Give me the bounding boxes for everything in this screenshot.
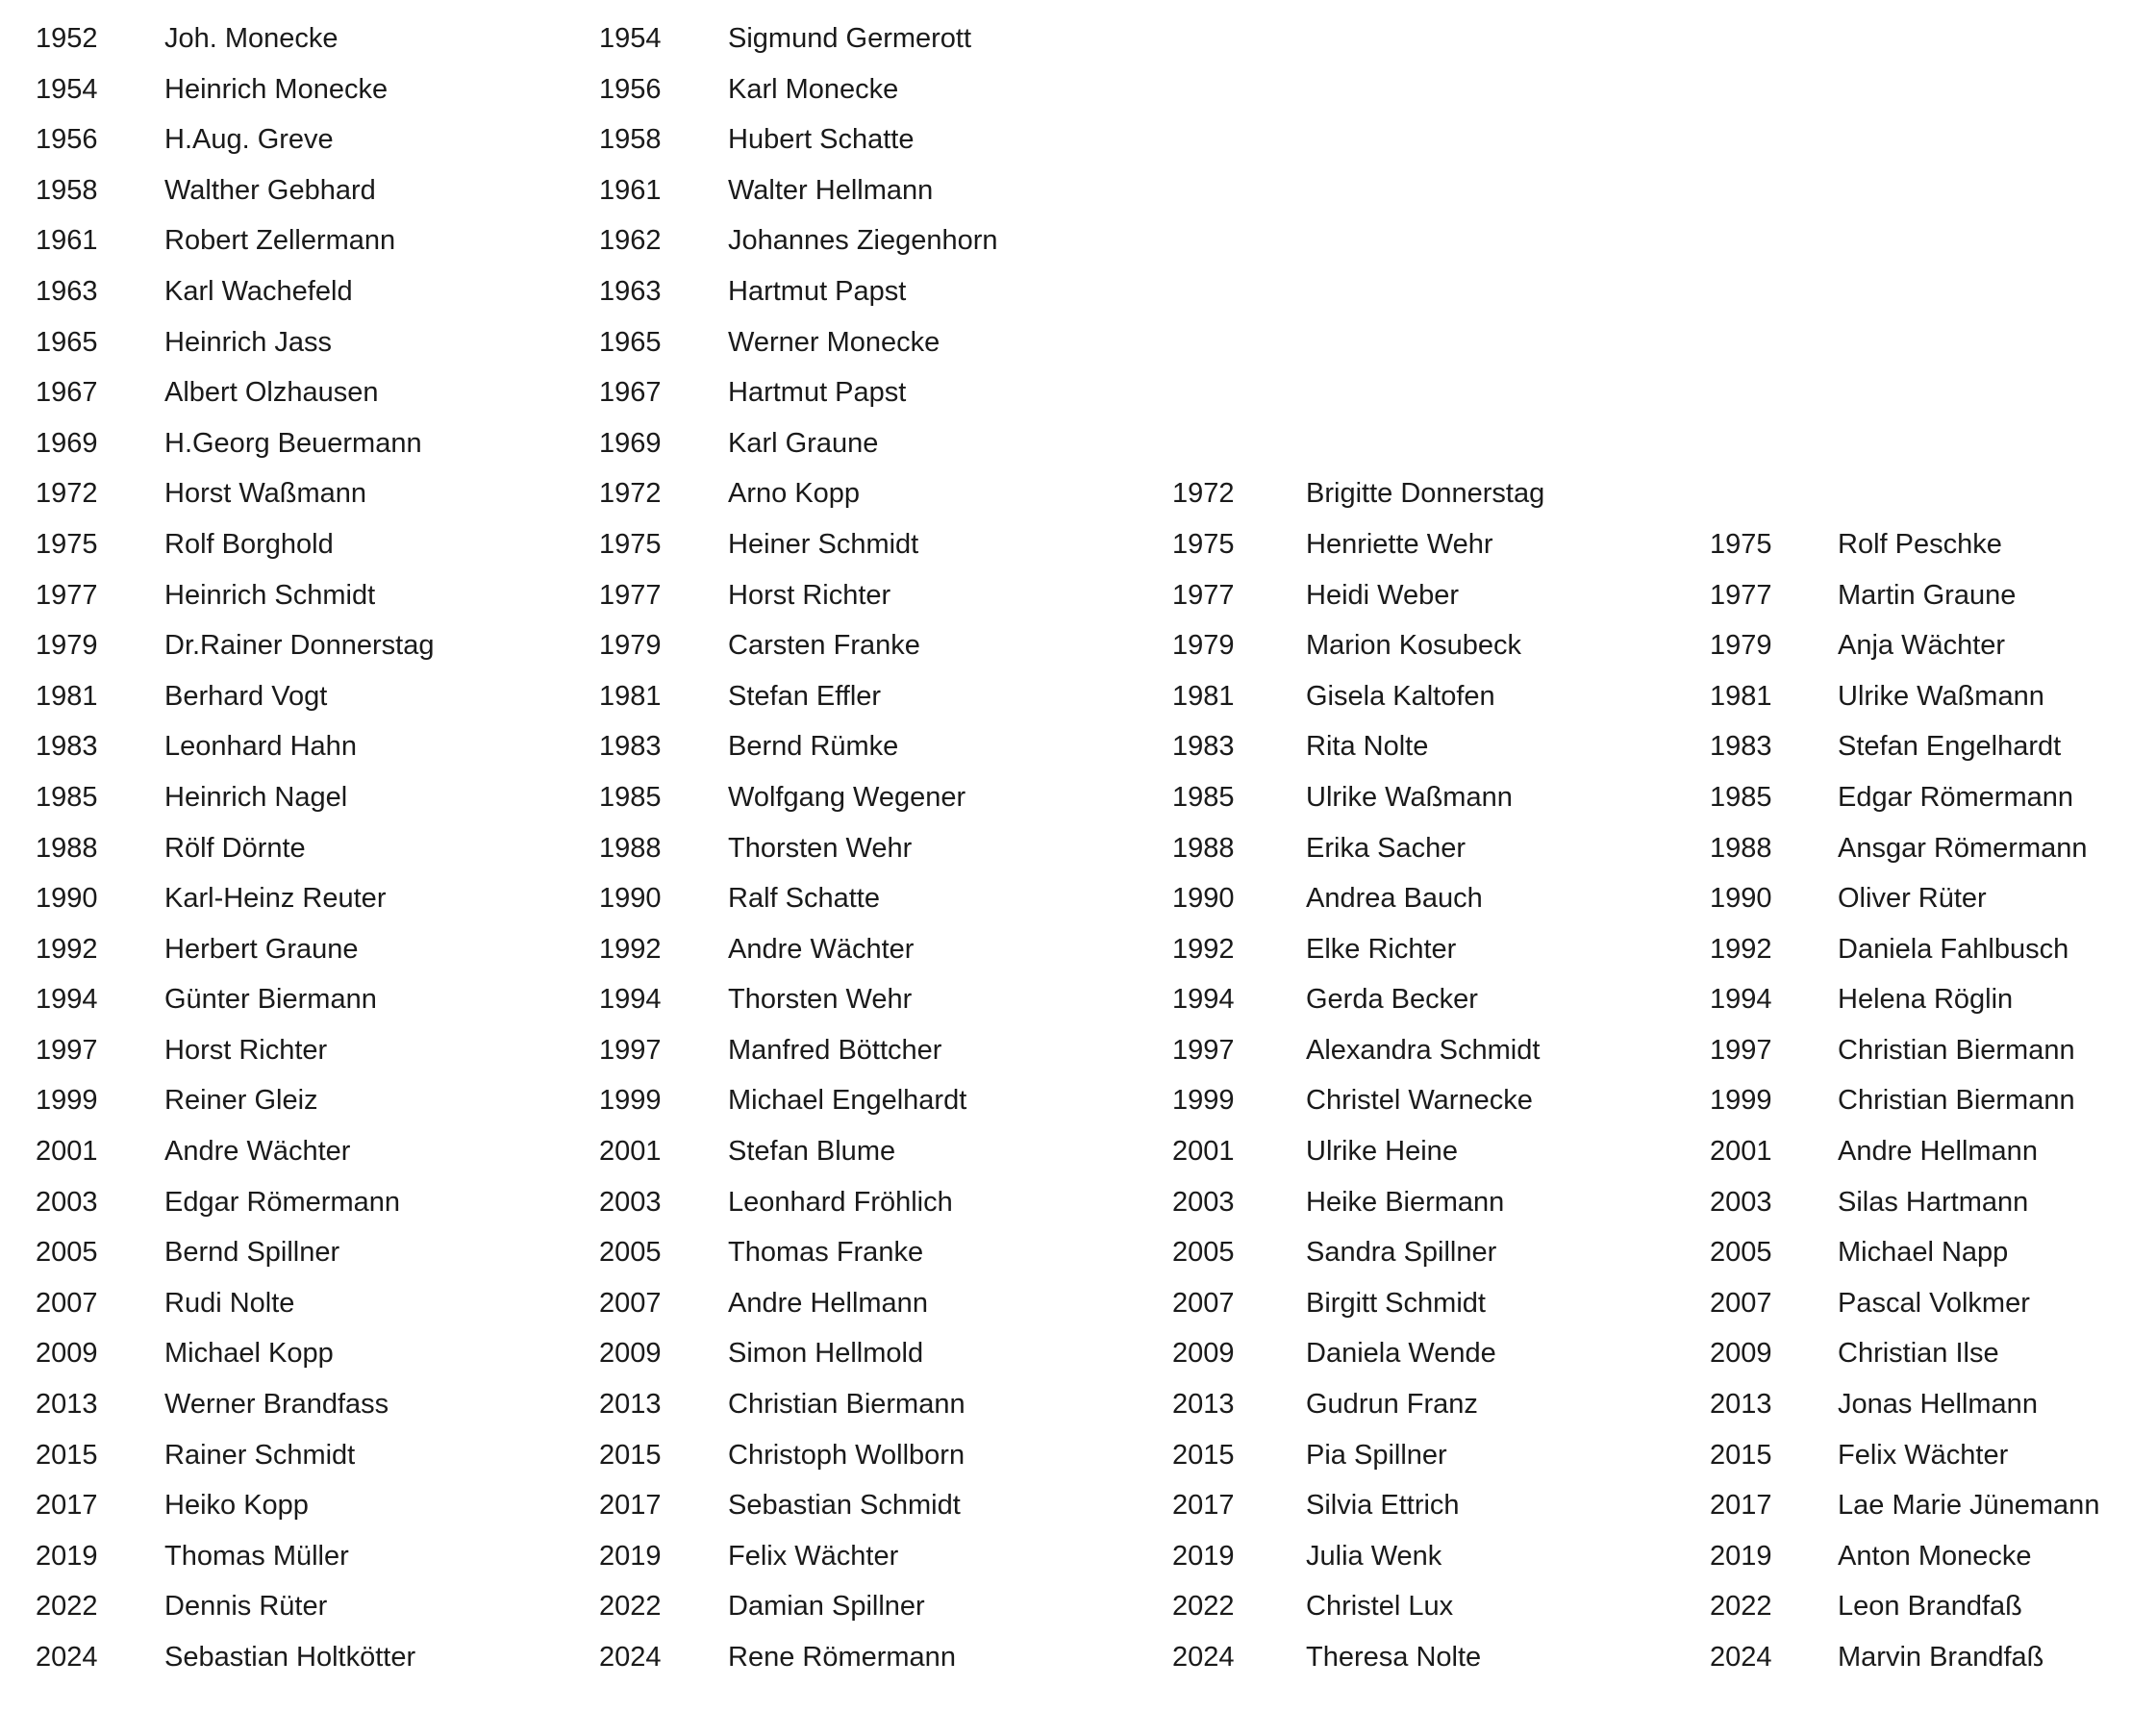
name-cell: Werner Monecke <box>728 326 940 358</box>
name-cell: Brigitte Donnerstag <box>1306 478 1545 510</box>
year-cell: 1977 <box>1172 579 1235 611</box>
name-cell: H.Georg Beuermann <box>164 427 422 459</box>
name-cell: Damian Spillner <box>728 1591 925 1623</box>
name-cell: Horst Richter <box>728 579 891 611</box>
name-cell: Helena Röglin <box>1838 984 2014 1016</box>
year-cell: 2009 <box>1172 1338 1235 1370</box>
name-cell: Felix Wächter <box>728 1540 899 1572</box>
year-cell: 2009 <box>1710 1338 1772 1370</box>
name-cell: Marvin Brandfaß <box>1838 1642 2044 1673</box>
name-cell: Gudrun Franz <box>1306 1389 1478 1421</box>
name-cell: Gerda Becker <box>1306 984 1478 1016</box>
year-cell: 1997 <box>36 1034 98 1066</box>
year-cell: 2007 <box>1710 1287 1772 1319</box>
name-cell: Thomas Franke <box>728 1237 924 1269</box>
year-cell: 2009 <box>599 1338 662 1370</box>
name-cell: Stefan Blume <box>728 1136 896 1168</box>
name-cell: Carsten Franke <box>728 630 920 662</box>
year-cell: 1961 <box>36 225 98 257</box>
year-cell: 1992 <box>36 933 98 965</box>
name-cell: Herbert Graune <box>164 933 359 965</box>
name-cell: Pia Spillner <box>1306 1439 1447 1471</box>
year-cell: 1952 <box>36 23 98 54</box>
year-cell: 2003 <box>1710 1186 1772 1218</box>
name-cell: Marion Kosubeck <box>1306 630 1522 662</box>
name-cell: Johannes Ziegenhorn <box>728 225 998 257</box>
name-cell: Joh. Monecke <box>164 23 338 54</box>
name-cell: Karl-Heinz Reuter <box>164 883 387 915</box>
year-cell: 2022 <box>599 1591 662 1623</box>
year-cell: 1983 <box>36 731 98 763</box>
year-cell: 2019 <box>36 1540 98 1572</box>
name-cell: Ulrike Waßmann <box>1306 781 1513 813</box>
year-cell: 2019 <box>1710 1540 1772 1572</box>
year-cell: 2013 <box>599 1389 662 1421</box>
name-cell: Christel Lux <box>1306 1591 1454 1623</box>
name-cell: Andre Wächter <box>164 1136 351 1168</box>
year-cell: 1969 <box>36 427 98 459</box>
year-cell: 1969 <box>599 427 662 459</box>
year-cell: 1962 <box>599 225 662 257</box>
year-cell: 2017 <box>1710 1490 1772 1522</box>
name-cell: Elke Richter <box>1306 933 1457 965</box>
name-cell: Christian Biermann <box>1838 1085 2075 1117</box>
year-cell: 1994 <box>599 984 662 1016</box>
year-cell: 1988 <box>1710 832 1772 864</box>
year-cell: 1992 <box>1172 933 1235 965</box>
year-cell: 2019 <box>599 1540 662 1572</box>
year-cell: 1977 <box>1710 579 1772 611</box>
year-cell: 1975 <box>1710 528 1772 560</box>
name-cell: Julia Wenk <box>1306 1540 1442 1572</box>
year-cell: 2024 <box>36 1642 98 1673</box>
year-cell: 1992 <box>1710 933 1772 965</box>
year-cell: 1981 <box>36 680 98 712</box>
name-cell: Erika Sacher <box>1306 832 1467 864</box>
name-cell: Christel Warnecke <box>1306 1085 1533 1117</box>
year-cell: 1967 <box>36 377 98 409</box>
name-cell: Wolfgang Wegener <box>728 781 966 813</box>
name-cell: Daniela Fahlbusch <box>1838 933 2069 965</box>
name-cell: Walther Gebhard <box>164 174 376 206</box>
year-cell: 2017 <box>1172 1490 1235 1522</box>
year-cell: 2015 <box>599 1439 662 1471</box>
name-cell: Ulrike Heine <box>1306 1136 1458 1168</box>
year-cell: 1990 <box>36 883 98 915</box>
name-cell: Michael Kopp <box>164 1338 334 1370</box>
name-cell: Heidi Weber <box>1306 579 1460 611</box>
year-cell: 1997 <box>599 1034 662 1066</box>
year-cell: 1961 <box>599 174 662 206</box>
name-cell: Sebastian Schmidt <box>728 1490 961 1522</box>
name-cell: Horst Waßmann <box>164 478 367 510</box>
year-cell: 1954 <box>599 23 662 54</box>
year-cell: 1956 <box>599 73 662 105</box>
name-cell: Rita Nolte <box>1306 731 1429 763</box>
year-cell: 1981 <box>599 680 662 712</box>
name-cell: Thorsten Wehr <box>728 832 913 864</box>
year-cell: 1977 <box>36 579 98 611</box>
year-cell: 1997 <box>1710 1034 1772 1066</box>
year-cell: 2005 <box>36 1237 98 1269</box>
year-cell: 1990 <box>1710 883 1772 915</box>
year-cell: 1981 <box>1172 680 1235 712</box>
name-cell: Simon Hellmold <box>728 1338 924 1370</box>
name-cell: Rölf Dörnte <box>164 832 306 864</box>
year-cell: 1985 <box>36 781 98 813</box>
name-cell: Rene Römermann <box>728 1642 956 1673</box>
name-cell: Pascal Volkmer <box>1838 1287 2030 1319</box>
year-cell: 1958 <box>599 124 662 156</box>
name-cell: Anton Monecke <box>1838 1540 2032 1572</box>
year-cell: 1965 <box>599 326 662 358</box>
year-cell: 2024 <box>599 1642 662 1673</box>
year-cell: 2022 <box>1710 1591 1772 1623</box>
name-cell: Andre Hellmann <box>1838 1136 2038 1168</box>
year-cell: 2009 <box>36 1338 98 1370</box>
year-cell: 2017 <box>599 1490 662 1522</box>
year-cell: 1972 <box>599 478 662 510</box>
name-cell: Karl Graune <box>728 427 879 459</box>
name-cell: Martin Graune <box>1838 579 2017 611</box>
year-cell: 2007 <box>599 1287 662 1319</box>
name-cell: Walter Hellmann <box>728 174 934 206</box>
name-cell: Christian Ilse <box>1838 1338 1999 1370</box>
year-cell: 1977 <box>599 579 662 611</box>
name-cell: Bernd Rümke <box>728 731 899 763</box>
name-cell: Karl Wachefeld <box>164 275 353 307</box>
name-cell: Christian Biermann <box>728 1389 965 1421</box>
year-cell: 1963 <box>36 275 98 307</box>
name-cell: Alexandra Schmidt <box>1306 1034 1541 1066</box>
name-cell: Dennis Rüter <box>164 1591 328 1623</box>
year-cell: 1979 <box>599 630 662 662</box>
name-cell: Ulrike Waßmann <box>1838 680 2044 712</box>
name-cell: Heike Biermann <box>1306 1186 1505 1218</box>
year-cell: 1990 <box>1172 883 1235 915</box>
year-cell: 1963 <box>599 275 662 307</box>
year-cell: 2001 <box>1710 1136 1772 1168</box>
year-cell: 2013 <box>1710 1389 1772 1421</box>
year-cell: 1979 <box>1710 630 1772 662</box>
name-cell: Oliver Rüter <box>1838 883 1987 915</box>
year-cell: 1958 <box>36 174 98 206</box>
name-cell: Horst Richter <box>164 1034 328 1066</box>
year-cell: 1990 <box>599 883 662 915</box>
year-cell: 2017 <box>36 1490 98 1522</box>
name-cell: Sebastian Holtkötter <box>164 1642 416 1673</box>
year-cell: 2001 <box>1172 1136 1235 1168</box>
name-cell: Heinrich Jass <box>164 326 333 358</box>
year-cell: 1999 <box>1172 1085 1235 1117</box>
year-cell: 1985 <box>1172 781 1235 813</box>
year-cell: 1999 <box>36 1085 98 1117</box>
name-cell: Jonas Hellmann <box>1838 1389 2038 1421</box>
year-cell: 1999 <box>599 1085 662 1117</box>
name-cell: Felix Wächter <box>1838 1439 2009 1471</box>
year-cell: 1997 <box>1172 1034 1235 1066</box>
name-cell: Michael Napp <box>1838 1237 2009 1269</box>
name-cell: Thomas Müller <box>164 1540 349 1572</box>
year-cell: 2015 <box>36 1439 98 1471</box>
name-cell: Edgar Römermann <box>164 1186 400 1218</box>
name-cell: Bernd Spillner <box>164 1237 340 1269</box>
year-cell: 1992 <box>599 933 662 965</box>
name-cell: Silas Hartmann <box>1838 1186 2029 1218</box>
year-cell: 1988 <box>599 832 662 864</box>
name-cell: Ralf Schatte <box>728 883 880 915</box>
name-cell: Leonhard Hahn <box>164 731 357 763</box>
name-cell: Hartmut Papst <box>728 377 907 409</box>
year-cell: 2024 <box>1172 1642 1235 1673</box>
year-cell: 2007 <box>1172 1287 1235 1319</box>
year-cell: 2024 <box>1710 1642 1772 1673</box>
name-cell: Theresa Nolte <box>1306 1642 1482 1673</box>
year-cell: 2003 <box>36 1186 98 1218</box>
year-cell: 2003 <box>599 1186 662 1218</box>
name-cell: Rudi Nolte <box>164 1287 295 1319</box>
year-cell: 1983 <box>1710 731 1772 763</box>
year-cell: 2005 <box>1172 1237 1235 1269</box>
year-cell: 1979 <box>1172 630 1235 662</box>
year-cell: 1972 <box>36 478 98 510</box>
year-cell: 1999 <box>1710 1085 1772 1117</box>
name-cell: Reiner Gleiz <box>164 1085 318 1117</box>
year-cell: 1983 <box>599 731 662 763</box>
name-cell: Silvia Ettrich <box>1306 1490 1460 1522</box>
name-cell: Arno Kopp <box>728 478 861 510</box>
year-cell: 2022 <box>1172 1591 1235 1623</box>
year-cell: 2013 <box>36 1389 98 1421</box>
name-cell: Rainer Schmidt <box>164 1439 356 1471</box>
name-cell: Michael Engelhardt <box>728 1085 967 1117</box>
year-cell: 1975 <box>36 528 98 560</box>
year-cell: 1983 <box>1172 731 1235 763</box>
year-cell: 1985 <box>599 781 662 813</box>
year-cell: 1975 <box>599 528 662 560</box>
name-cell: Ansgar Römermann <box>1838 832 2088 864</box>
year-cell: 1994 <box>1172 984 1235 1016</box>
name-cell: Henriette Wehr <box>1306 528 1493 560</box>
name-cell: Lae Marie Jünemann <box>1838 1490 2100 1522</box>
name-cell: Rolf Borghold <box>164 528 334 560</box>
name-cell: Thorsten Wehr <box>728 984 913 1016</box>
year-cell: 1994 <box>1710 984 1772 1016</box>
year-cell: 2015 <box>1172 1439 1235 1471</box>
name-cell: Manfred Böttcher <box>728 1034 942 1066</box>
name-cell: Robert Zellermann <box>164 225 396 257</box>
name-cell: Birgitt Schmidt <box>1306 1287 1486 1319</box>
name-cell: Daniela Wende <box>1306 1338 1496 1370</box>
year-cell: 2005 <box>1710 1237 1772 1269</box>
name-cell: Heiner Schmidt <box>728 528 919 560</box>
name-cell: Dr.Rainer Donnerstag <box>164 630 435 662</box>
name-cell: Sigmund Germerott <box>728 23 972 54</box>
name-cell: Werner Brandfass <box>164 1389 389 1421</box>
name-cell: Andre Wächter <box>728 933 915 965</box>
year-cell: 1967 <box>599 377 662 409</box>
year-cell: 2015 <box>1710 1439 1772 1471</box>
year-cell: 1979 <box>36 630 98 662</box>
name-cell: Heinrich Nagel <box>164 781 348 813</box>
name-cell: Andre Hellmann <box>728 1287 928 1319</box>
year-cell: 1988 <box>1172 832 1235 864</box>
year-cell: 1965 <box>36 326 98 358</box>
year-cell: 2013 <box>1172 1389 1235 1421</box>
year-cell: 1985 <box>1710 781 1772 813</box>
year-cell: 2005 <box>599 1237 662 1269</box>
year-cell: 2001 <box>36 1136 98 1168</box>
name-cell: Heiko Kopp <box>164 1490 309 1522</box>
name-cell: Albert Olzhausen <box>164 377 379 409</box>
name-cell: Stefan Effler <box>728 680 882 712</box>
name-cell: Hubert Schatte <box>728 124 915 156</box>
year-cell: 1988 <box>36 832 98 864</box>
year-cell: 1972 <box>1172 478 1235 510</box>
year-cell: 1954 <box>36 73 98 105</box>
year-cell: 2001 <box>599 1136 662 1168</box>
name-cell: Andrea Bauch <box>1306 883 1483 915</box>
name-cell: Heinrich Schmidt <box>164 579 376 611</box>
name-cell: Gisela Kaltofen <box>1306 680 1495 712</box>
year-cell: 2007 <box>36 1287 98 1319</box>
name-cell: Leonhard Fröhlich <box>728 1186 953 1218</box>
name-cell: Edgar Römermann <box>1838 781 2073 813</box>
year-cell: 1994 <box>36 984 98 1016</box>
name-cell: Rolf Peschke <box>1838 528 2002 560</box>
year-cell: 2022 <box>36 1591 98 1623</box>
name-cell: Hartmut Papst <box>728 275 907 307</box>
name-cell: H.Aug. Greve <box>164 124 334 156</box>
name-cell: Leon Brandfaß <box>1838 1591 2022 1623</box>
name-cell: Christoph Wollborn <box>728 1439 965 1471</box>
name-cell: Heinrich Monecke <box>164 73 389 105</box>
name-cell: Sandra Spillner <box>1306 1237 1497 1269</box>
year-cell: 1956 <box>36 124 98 156</box>
name-cell: Anja Wächter <box>1838 630 2006 662</box>
year-cell: 2003 <box>1172 1186 1235 1218</box>
name-cell: Stefan Engelhardt <box>1838 731 2062 763</box>
name-cell: Berhard Vogt <box>164 680 328 712</box>
year-cell: 1975 <box>1172 528 1235 560</box>
year-cell: 2019 <box>1172 1540 1235 1572</box>
name-cell: Christian Biermann <box>1838 1034 2075 1066</box>
year-cell: 1981 <box>1710 680 1772 712</box>
name-cell: Günter Biermann <box>164 984 377 1016</box>
name-cell: Karl Monecke <box>728 73 899 105</box>
